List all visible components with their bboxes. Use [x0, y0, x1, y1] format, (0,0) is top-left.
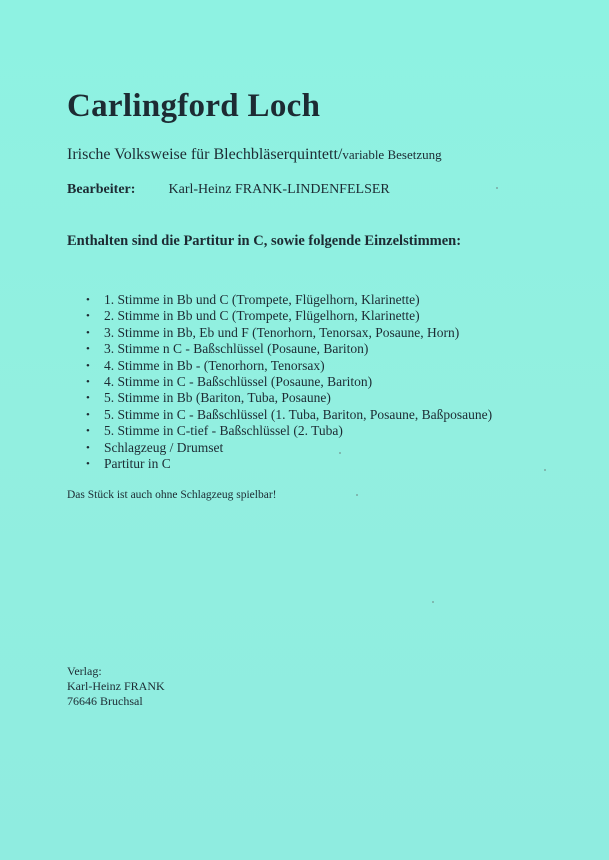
bullet-icon: • [86, 441, 90, 454]
bullet-icon: • [86, 326, 90, 339]
list-item [86, 423, 492, 439]
publisher-label: Verlag: [67, 664, 102, 678]
part-label: 5. Stimme in C - Baßschlüssel (1. Tuba, Bariton, Posaune, Baßposaune) [104, 406, 493, 422]
subtitle-main: Irische Volksweise für Blechbläserquintett/ [67, 146, 343, 163]
subtitle-instrumentation: variable Besetzung [342, 147, 442, 162]
list-item [86, 358, 492, 374]
arranger-label: Bearbeiter: [67, 182, 136, 197]
arranger-name: Karl-Heinz FRANK-LINDENFELSER [168, 182, 390, 197]
bullet-icon: • [86, 392, 90, 405]
bullet-icon: • [86, 458, 90, 471]
paper-speck [432, 601, 434, 603]
list-item [86, 390, 492, 406]
bullet-icon: • [86, 294, 90, 306]
list-item [86, 440, 492, 456]
publisher-address: 76646 Bruchsal [67, 694, 143, 708]
paper-speck [339, 452, 341, 454]
list-item [86, 325, 492, 341]
list-item [86, 308, 492, 324]
part-label: 1. Stimme in Bb und C (Trompete, Flügelhorn, Klarinette) [104, 292, 420, 307]
paper-speck [544, 469, 546, 471]
part-label: 4. Stimme in C - Baßschlüssel (Posaune, Bariton) [104, 374, 373, 390]
publisher-block [67, 664, 165, 709]
part-label: 2. Stimme in Bb und C (Trompete, Flügelhorn, Klarinette) [104, 308, 420, 324]
bullet-icon: • [86, 408, 90, 421]
paper-speck [356, 494, 358, 496]
part-label: Schlagzeug / Drumset [104, 439, 224, 455]
part-label: 5. Stimme in C-tief - Baßschlüssel (2. Tuba) [104, 423, 343, 439]
list-item [86, 407, 492, 423]
contents-heading: Enthalten sind die Partitur in C, sowie folgende Einzelstimmen: [67, 233, 462, 249]
paper-speck [496, 187, 498, 189]
arranger-line [67, 182, 390, 198]
document-title: Carlingford Loch [67, 88, 321, 124]
parts-list [86, 292, 492, 472]
bullet-icon: • [86, 343, 90, 356]
list-item [86, 292, 492, 308]
bullet-icon: • [86, 359, 90, 372]
list-item [86, 341, 492, 357]
subtitle [67, 146, 442, 164]
drums-note: Das Stück ist auch ohne Schlagzeug spielbar! [67, 489, 277, 501]
publisher-name: Karl-Heinz FRANK [67, 679, 165, 693]
bullet-icon: • [86, 425, 90, 438]
bullet-icon: • [86, 310, 90, 323]
part-label: 3. Stimme n C - Baßschlüssel (Posaune, Bariton) [104, 341, 369, 357]
part-label: 4. Stimme in Bb - (Tenorhorn, Tenorsax) [104, 357, 325, 373]
bullet-icon: • [86, 376, 90, 389]
part-label: Partitur in C [104, 456, 171, 472]
part-label: 3. Stimme in Bb, Eb und F (Tenorhorn, Tenorsax, Posaune, Horn) [104, 324, 460, 340]
list-item [86, 456, 492, 472]
part-label: 5. Stimme in Bb (Bariton, Tuba, Posaune) [104, 390, 331, 406]
list-item [86, 374, 492, 390]
